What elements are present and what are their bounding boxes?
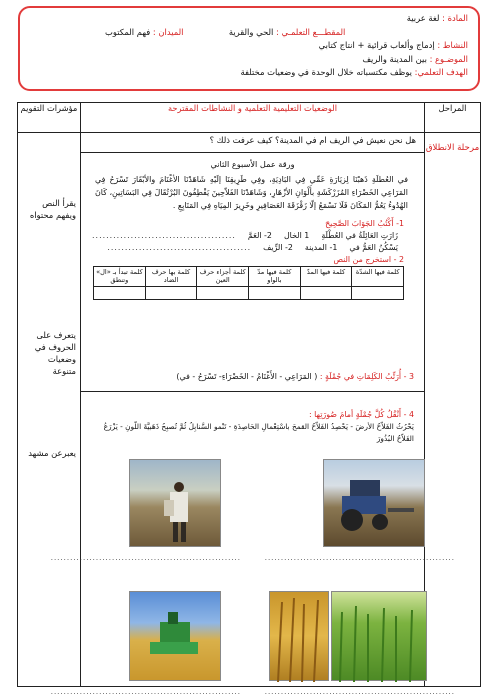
activity-label: النشاط : <box>437 40 468 50</box>
q1-line2-opt2: 2- الرِّيف <box>263 243 293 252</box>
q1-number: 1- <box>396 219 404 228</box>
q2-number: 2 - <box>393 255 404 264</box>
q4-number: 4 - <box>403 410 414 419</box>
subject-label: المادة : <box>442 13 468 23</box>
q1-line2-answer[interactable]: ......................................... <box>107 243 252 252</box>
q1-title: أَكْتُبُ الجَوَابَ الصَّحِيحَ <box>325 219 394 228</box>
q2-title: استخرج من النص <box>333 255 392 264</box>
extract-answer-cell[interactable] <box>145 287 197 300</box>
header-row-4 <box>28 53 468 67</box>
indicators-header: مؤشرات التقويم <box>18 103 81 133</box>
extract-answer-cell[interactable] <box>197 287 249 300</box>
unit-value: الحي والقرية <box>228 26 274 37</box>
indicator-1: يقرأ النص ويفهم محتواه <box>29 198 76 220</box>
q1-line2-opt1: 1- المدينة <box>304 243 338 252</box>
indicator-3: يعبرعن مشهد <box>28 448 76 458</box>
q4-sentences: يَحْرُثُ الفَلاّحُ الأرضَ - يَحْصِدُ الفَلاّحُ القمحَ باسْتِعْمالِ الحَاصِدَةِ - تَنْمو السَّنابِلُ ثُمَّ تُصبِحُ ذَهَبيَّةَ اللّونِ - يَزْرَعُ الفَلاّحُ البُذُورَ <box>103 422 414 443</box>
warmup-question: هل نحن نعيش في الريف ام في المدينة؟ كيف عرفت ذلك ؟ <box>209 135 416 145</box>
green-field-image <box>331 591 427 681</box>
harvester-drawing <box>128 592 220 682</box>
goal-value: يوظف مكتسباته خلال الوحدة في وضعيات مختلفة <box>240 67 412 77</box>
question-4 <box>91 409 414 445</box>
q3-words: ( المَرَاعِي - الأَغْنَامُ - الخَضْرَاءِ- تَسْرَحُ - في) <box>176 372 318 381</box>
wheat-ears-image <box>269 591 329 681</box>
extract-answer-cell[interactable] <box>300 287 352 300</box>
sowing-farmer-drawing <box>128 460 220 548</box>
divider <box>81 391 424 392</box>
extract-table <box>93 266 404 300</box>
extract-col-1: كلمة فيها الشدّة <box>352 267 404 287</box>
q1-line2-stem: يَسْكُنُ العَمُّ في <box>349 243 398 252</box>
extract-col-6: كلمة تبدأ بـ «ال» وتنطق <box>94 267 146 287</box>
unit-label: المقطـــع التعلمـي : <box>276 26 346 37</box>
extract-col-3: كلمة فيها مدّ بالواو <box>249 267 301 287</box>
q4-title: أَنْقُلُ كُلَّ جُمْلَةٍ أمامَ صُورَتِها : <box>308 410 402 419</box>
content-row <box>18 133 481 687</box>
image-answer-line[interactable]: ........................................................... <box>50 688 241 696</box>
table-header-row <box>18 103 481 133</box>
reading-passage: في العُطلَةِ ذَهبْنَا لِزيَارَةِ عَمِّي فِي البَادِيَةِ، وفِي طَرِيقِنَا إلَيْهِ شَاهَدْنَا الأغْنَامَ والأبْقَارَ تَسْرَحُ فِي المَرَاعِي الخَضْرَاءِ المُزَرْكَشَةِ بأَلْوَانِ الأزْهَارِ، وَشَاهَدْنَا الفَلاّحِينَ يَقْطِفُونَ البُرْتُقَالَ فِي البَسَاتِينِ، كَانَ الهُدُوءُ يَعُمُّ المَكَانَ فَلَا نَسْمَعُ إلّا زَقْزَقَةَ العَصَافِيرِ وخَرِيرَ المِيَاهِ فِي المَنَابِعِ . <box>95 175 408 210</box>
image-answer-line[interactable]: ........................................................... <box>264 688 455 696</box>
field-label: الميدان : <box>152 26 184 37</box>
extract-col-5: كلمة بها حرف الضاد <box>145 267 197 287</box>
extract-col-2: كلمة فيها المدّ <box>300 267 352 287</box>
header-row-2 <box>28 26 468 40</box>
situations-header: الوضعيات التعليمية التعلمية و النشاطات المقترحة <box>81 103 425 133</box>
indicators-cell <box>18 133 81 687</box>
wheat-drawing <box>268 592 328 682</box>
green-stalks-drawing <box>330 592 426 682</box>
q1-line1-opt1: 1 الخال <box>283 231 310 240</box>
header-row-5 <box>28 66 468 80</box>
indicator-2: يتعرف على الحروف في وضعيات متنوعة <box>34 330 76 376</box>
extract-header-row <box>94 267 404 287</box>
q1-line1-answer[interactable]: ......................................... <box>92 231 236 240</box>
q3-title: أُرَتِّبُ الكَلِمَاتِ في جُمْلَةٍ : <box>319 372 402 381</box>
extract-answer-cell[interactable] <box>249 287 301 300</box>
phases-header: المراحل <box>425 103 481 133</box>
activity-value: إدماج وألعاب قرائية + انتاج كتابي <box>318 40 435 50</box>
topic-value: بين المدينة والريف <box>362 53 427 64</box>
tractor-drawing <box>322 460 424 548</box>
extract-answer-cell[interactable] <box>94 287 146 300</box>
extract-col-4: كلمة أجزاء حرف العين <box>197 267 249 287</box>
worksheet <box>87 155 418 391</box>
extract-answer-row[interactable] <box>94 287 404 300</box>
phase-cell: مرحلة الانطلاق <box>425 133 481 687</box>
tractor-plowing-image <box>323 459 425 547</box>
question-2 <box>87 254 418 300</box>
worksheet-title: ورقة عمل الأسبوع الثاني <box>210 159 295 169</box>
header-row-1 <box>28 12 468 26</box>
question-1 <box>87 212 418 254</box>
topic-label: الموضـوع : <box>429 53 468 64</box>
extract-answer-cell[interactable] <box>352 287 404 300</box>
lesson-header <box>18 6 480 91</box>
image-answer-line[interactable]: ........................................................... <box>264 554 455 562</box>
image-answer-line[interactable]: ........................................................... <box>50 554 241 562</box>
divider <box>81 152 424 153</box>
field-value: فهم المكتوب <box>105 26 151 37</box>
q1-line1-stem: زَارَتِ العَائِلَةُ في العُطْلَةِ <box>321 231 398 240</box>
q1-line1-opt2: 2- العَمَّ <box>247 231 272 240</box>
header-row-3 <box>28 39 468 53</box>
question-3 <box>87 371 414 383</box>
goal-label: الهدف التعلمي: <box>414 67 468 77</box>
sowing-farmer-image <box>129 459 221 547</box>
harvester-image <box>129 591 221 681</box>
subject-value: لغة عربية <box>406 13 440 23</box>
lesson-table <box>17 102 481 696</box>
q3-number: 3 - <box>403 372 414 381</box>
